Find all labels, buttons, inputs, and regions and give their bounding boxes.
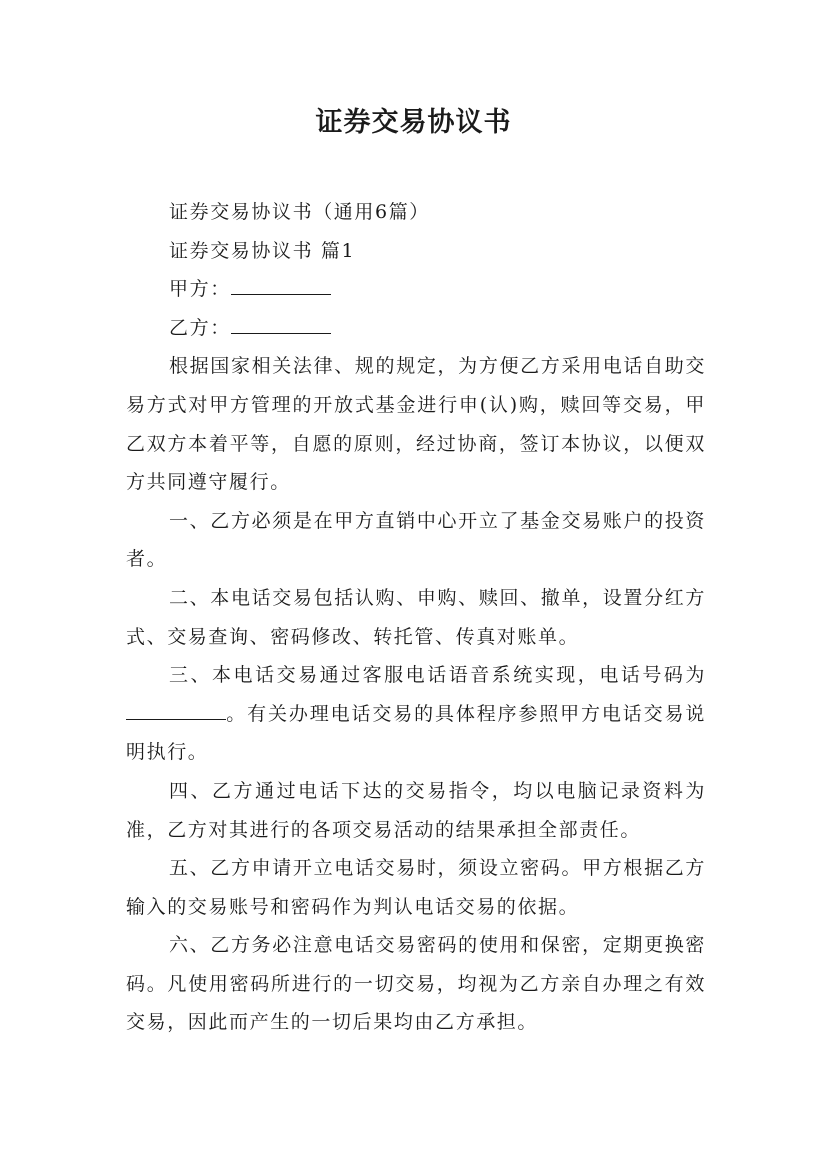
party-b-blank [231,315,331,334]
clause-3 [126,656,706,772]
phone-number-blank [126,701,226,720]
clause-3-before-blank: 三、本电话交易通过客服电话语音系统实现，电话号码为 [169,664,706,687]
clause-4: 四、乙方通过电话下达的交易指令，均以电脑记录资料为准，乙方对其进行的各项交易活动的结果承担全部责任。 [126,779,706,841]
clause-1: 一、乙方必须是在甲方直销中心开立了基金交易账户的投资者。 [126,509,706,571]
clause-2: 二、本电话交易包括认购、申购、赎回、撤单，设置分红方式、交易查询、密码修改、转托管、传真对账单。 [126,586,706,648]
intro-paragraph: 根据国家相关法律、规的规定，为方便乙方采用电话自助交易方式对甲方管理的开放式基金进行申(认)购，赎回等交易，甲乙双方本着平等，自愿的原则，经过协商，签订本协议，以便双方共同遵守履行。 [126,355,706,494]
clause-5: 五、乙方申请开立电话交易时，须设立密码。甲方根据乙方输入的交易账号和密码作为判认电话交易的依据。 [126,857,706,918]
section-heading: 证券交易协议书 篇1 [169,239,356,262]
party-a-blank [231,276,331,295]
document-title: 证券交易协议书 [315,107,512,138]
party-b-line [126,309,706,348]
party-a-line [126,270,706,309]
party-b-label: 乙方： [169,316,231,339]
clause-3-after-blank: 。有关办理电话交易的具体程序参照甲方电话交易说明执行。 [126,702,706,764]
document-subtitle: 证券交易协议书（通用6篇） [169,201,430,223]
party-a-label: 甲方： [169,278,231,301]
document-body [126,193,706,1042]
clause-6: 六、乙方务必注意电话交易密码的使用和保密，定期更换密码。凡使用密码所进行的一切交易，均视为乙方亲自办理之有效交易，因此而产生的一切后果均由乙方承担。 [126,934,706,1034]
